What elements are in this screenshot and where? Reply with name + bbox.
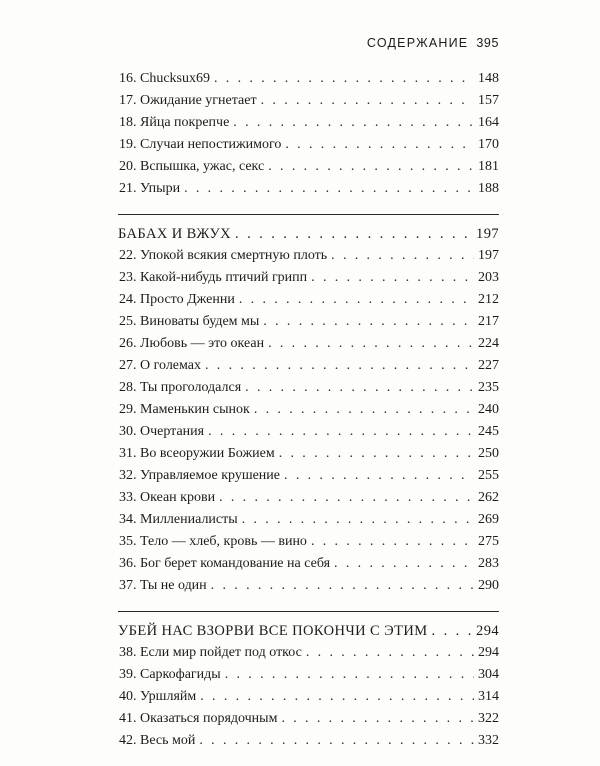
toc-entry bbox=[118, 443, 499, 465]
chapter-title: 37. Ты не один bbox=[119, 578, 207, 593]
dot-leader bbox=[261, 90, 474, 112]
chapter-page: 170 bbox=[478, 137, 499, 152]
toc-entry bbox=[118, 708, 499, 730]
chapter-page: 181 bbox=[478, 159, 499, 174]
chapter-title: 27. О големах bbox=[119, 358, 201, 373]
chapter-title: 36. Бог берет командование на себя bbox=[119, 556, 331, 571]
toc-entry bbox=[118, 487, 499, 509]
chapter-page: 332 bbox=[478, 733, 499, 748]
toc-entry bbox=[118, 156, 499, 178]
toc-entry bbox=[118, 90, 499, 112]
chapter-page: 224 bbox=[478, 336, 499, 351]
part-page: 294 bbox=[476, 623, 499, 639]
section-title: СОДЕРЖАНИЕ bbox=[366, 36, 469, 50]
chapter-page: 269 bbox=[478, 512, 499, 527]
dot-leader bbox=[225, 664, 474, 686]
toc-entry bbox=[118, 333, 499, 355]
chapter-title: 18. Яйца покрепче bbox=[119, 115, 230, 130]
chapter-title: 35. Тело — хлеб, кровь — вино bbox=[119, 534, 307, 549]
toc-part-continued bbox=[118, 68, 499, 200]
chapter-page: 235 bbox=[478, 380, 499, 395]
dot-leader bbox=[268, 156, 474, 178]
dot-leader bbox=[334, 553, 474, 575]
chapter-page: 304 bbox=[478, 667, 499, 682]
chapter-title: 28. Ты проголодался bbox=[119, 380, 242, 395]
chapter-page: 262 bbox=[478, 490, 499, 505]
dot-leader bbox=[214, 68, 474, 90]
dot-leader bbox=[219, 487, 474, 509]
dot-leader bbox=[200, 686, 474, 708]
chapter-title: 22. Упокой всякия смертную плоть bbox=[119, 248, 328, 263]
running-header bbox=[300, 36, 499, 50]
toc-entry bbox=[118, 509, 499, 531]
dot-leader bbox=[306, 642, 474, 664]
part-page: 197 bbox=[476, 226, 499, 242]
chapter-page: 164 bbox=[478, 115, 499, 130]
toc-part-ubey-nas bbox=[118, 611, 499, 752]
chapter-title: 31. Во всеоружии Божием bbox=[119, 446, 275, 461]
toc-entry bbox=[118, 421, 499, 443]
chapter-title: 24. Просто Дженни bbox=[119, 292, 235, 307]
chapter-page: 217 bbox=[478, 314, 499, 329]
chapter-title: 23. Какой-нибудь птичий грипп bbox=[119, 270, 308, 285]
toc-entry bbox=[118, 311, 499, 333]
chapter-page: 197 bbox=[478, 248, 499, 263]
chapter-page: 157 bbox=[478, 93, 499, 108]
dot-leader bbox=[281, 708, 474, 730]
chapter-title: 16. Chucksux69 bbox=[119, 71, 210, 86]
dot-leader bbox=[242, 509, 474, 531]
chapter-title: 34. Миллениалисты bbox=[119, 512, 238, 527]
chapter-page: 245 bbox=[478, 424, 499, 439]
toc-part-heading bbox=[118, 620, 499, 642]
toc-entry bbox=[118, 289, 499, 311]
chapter-title: 21. Упыри bbox=[119, 181, 181, 196]
chapter-page: 283 bbox=[478, 556, 499, 571]
toc-entry bbox=[118, 399, 499, 421]
dot-leader bbox=[279, 443, 474, 465]
dot-leader bbox=[205, 355, 474, 377]
part-title: УБЕЙ НАС ВЗОРВИ ВСЕ ПОКОНЧИ С ЭТИМ bbox=[118, 623, 428, 639]
dot-leader bbox=[263, 311, 474, 333]
chapter-page: 294 bbox=[478, 645, 499, 660]
dot-leader bbox=[311, 531, 474, 553]
dot-leader bbox=[432, 620, 473, 642]
toc-entry bbox=[118, 377, 499, 399]
chapter-title: 39. Саркофагиды bbox=[119, 667, 221, 682]
dot-leader bbox=[199, 730, 474, 752]
chapter-page: 290 bbox=[478, 578, 499, 593]
dot-leader bbox=[331, 245, 474, 267]
dot-leader bbox=[285, 134, 474, 156]
chapter-page: 212 bbox=[478, 292, 499, 307]
toc-entry bbox=[118, 730, 499, 752]
chapter-title: 19. Случаи непостижимого bbox=[119, 137, 282, 152]
page-number: 395 bbox=[476, 36, 499, 50]
toc-entry bbox=[118, 553, 499, 575]
chapter-page: 227 bbox=[478, 358, 499, 373]
chapter-title: 38. Если мир пойдет под откос bbox=[119, 645, 302, 660]
chapter-title: 29. Маменькин сынок bbox=[119, 402, 250, 417]
chapter-title: 42. Весь мой bbox=[119, 733, 196, 748]
toc-entry bbox=[118, 68, 499, 90]
chapter-page: 322 bbox=[478, 711, 499, 726]
toc-entry bbox=[118, 642, 499, 664]
dot-leader bbox=[233, 112, 474, 134]
dot-leader bbox=[211, 575, 474, 597]
chapter-title: 26. Любовь — это океан bbox=[119, 336, 265, 351]
toc-entry bbox=[118, 112, 499, 134]
toc-entry bbox=[118, 355, 499, 377]
chapter-page: 250 bbox=[478, 446, 499, 461]
dot-leader bbox=[284, 465, 474, 487]
chapter-page: 240 bbox=[478, 402, 499, 417]
toc-entry bbox=[118, 686, 499, 708]
dot-leader bbox=[239, 289, 474, 311]
chapter-page: 203 bbox=[478, 270, 499, 285]
chapter-title: 32. Управляемое крушение bbox=[119, 468, 281, 483]
toc-entry bbox=[118, 134, 499, 156]
part-title: БАБАХ И ВЖУХ bbox=[118, 226, 232, 242]
table-of-contents bbox=[118, 68, 499, 766]
toc-entry bbox=[118, 575, 499, 597]
chapter-page: 275 bbox=[478, 534, 499, 549]
toc-entry bbox=[118, 267, 499, 289]
dot-leader bbox=[268, 333, 474, 355]
toc-entry bbox=[118, 178, 499, 200]
chapter-title: 41. Оказаться порядочным bbox=[119, 711, 278, 726]
chapter-title: 40. Уршляйм bbox=[119, 689, 197, 704]
dot-leader bbox=[184, 178, 474, 200]
dot-leader bbox=[311, 267, 474, 289]
dot-leader bbox=[235, 223, 472, 245]
toc-part-babakh bbox=[118, 214, 499, 597]
chapter-title: 25. Виноваты будем мы bbox=[119, 314, 260, 329]
dot-leader bbox=[208, 421, 474, 443]
toc-entry bbox=[118, 465, 499, 487]
chapter-page: 314 bbox=[478, 689, 499, 704]
chapter-page: 188 bbox=[478, 181, 499, 196]
toc-part-heading bbox=[118, 223, 499, 245]
toc-entry bbox=[118, 664, 499, 686]
chapter-title: 20. Вспышка, ужас, секс bbox=[119, 159, 265, 174]
chapter-page: 148 bbox=[478, 71, 499, 86]
dot-leader bbox=[245, 377, 474, 399]
dot-leader bbox=[254, 399, 474, 421]
chapter-title: 30. Очертания bbox=[119, 424, 205, 439]
chapter-title: 33. Океан крови bbox=[119, 490, 216, 505]
toc-entry bbox=[118, 245, 499, 267]
chapter-page: 255 bbox=[478, 468, 499, 483]
chapter-title: 17. Ожидание угнетает bbox=[119, 93, 257, 108]
toc-entry bbox=[118, 531, 499, 553]
